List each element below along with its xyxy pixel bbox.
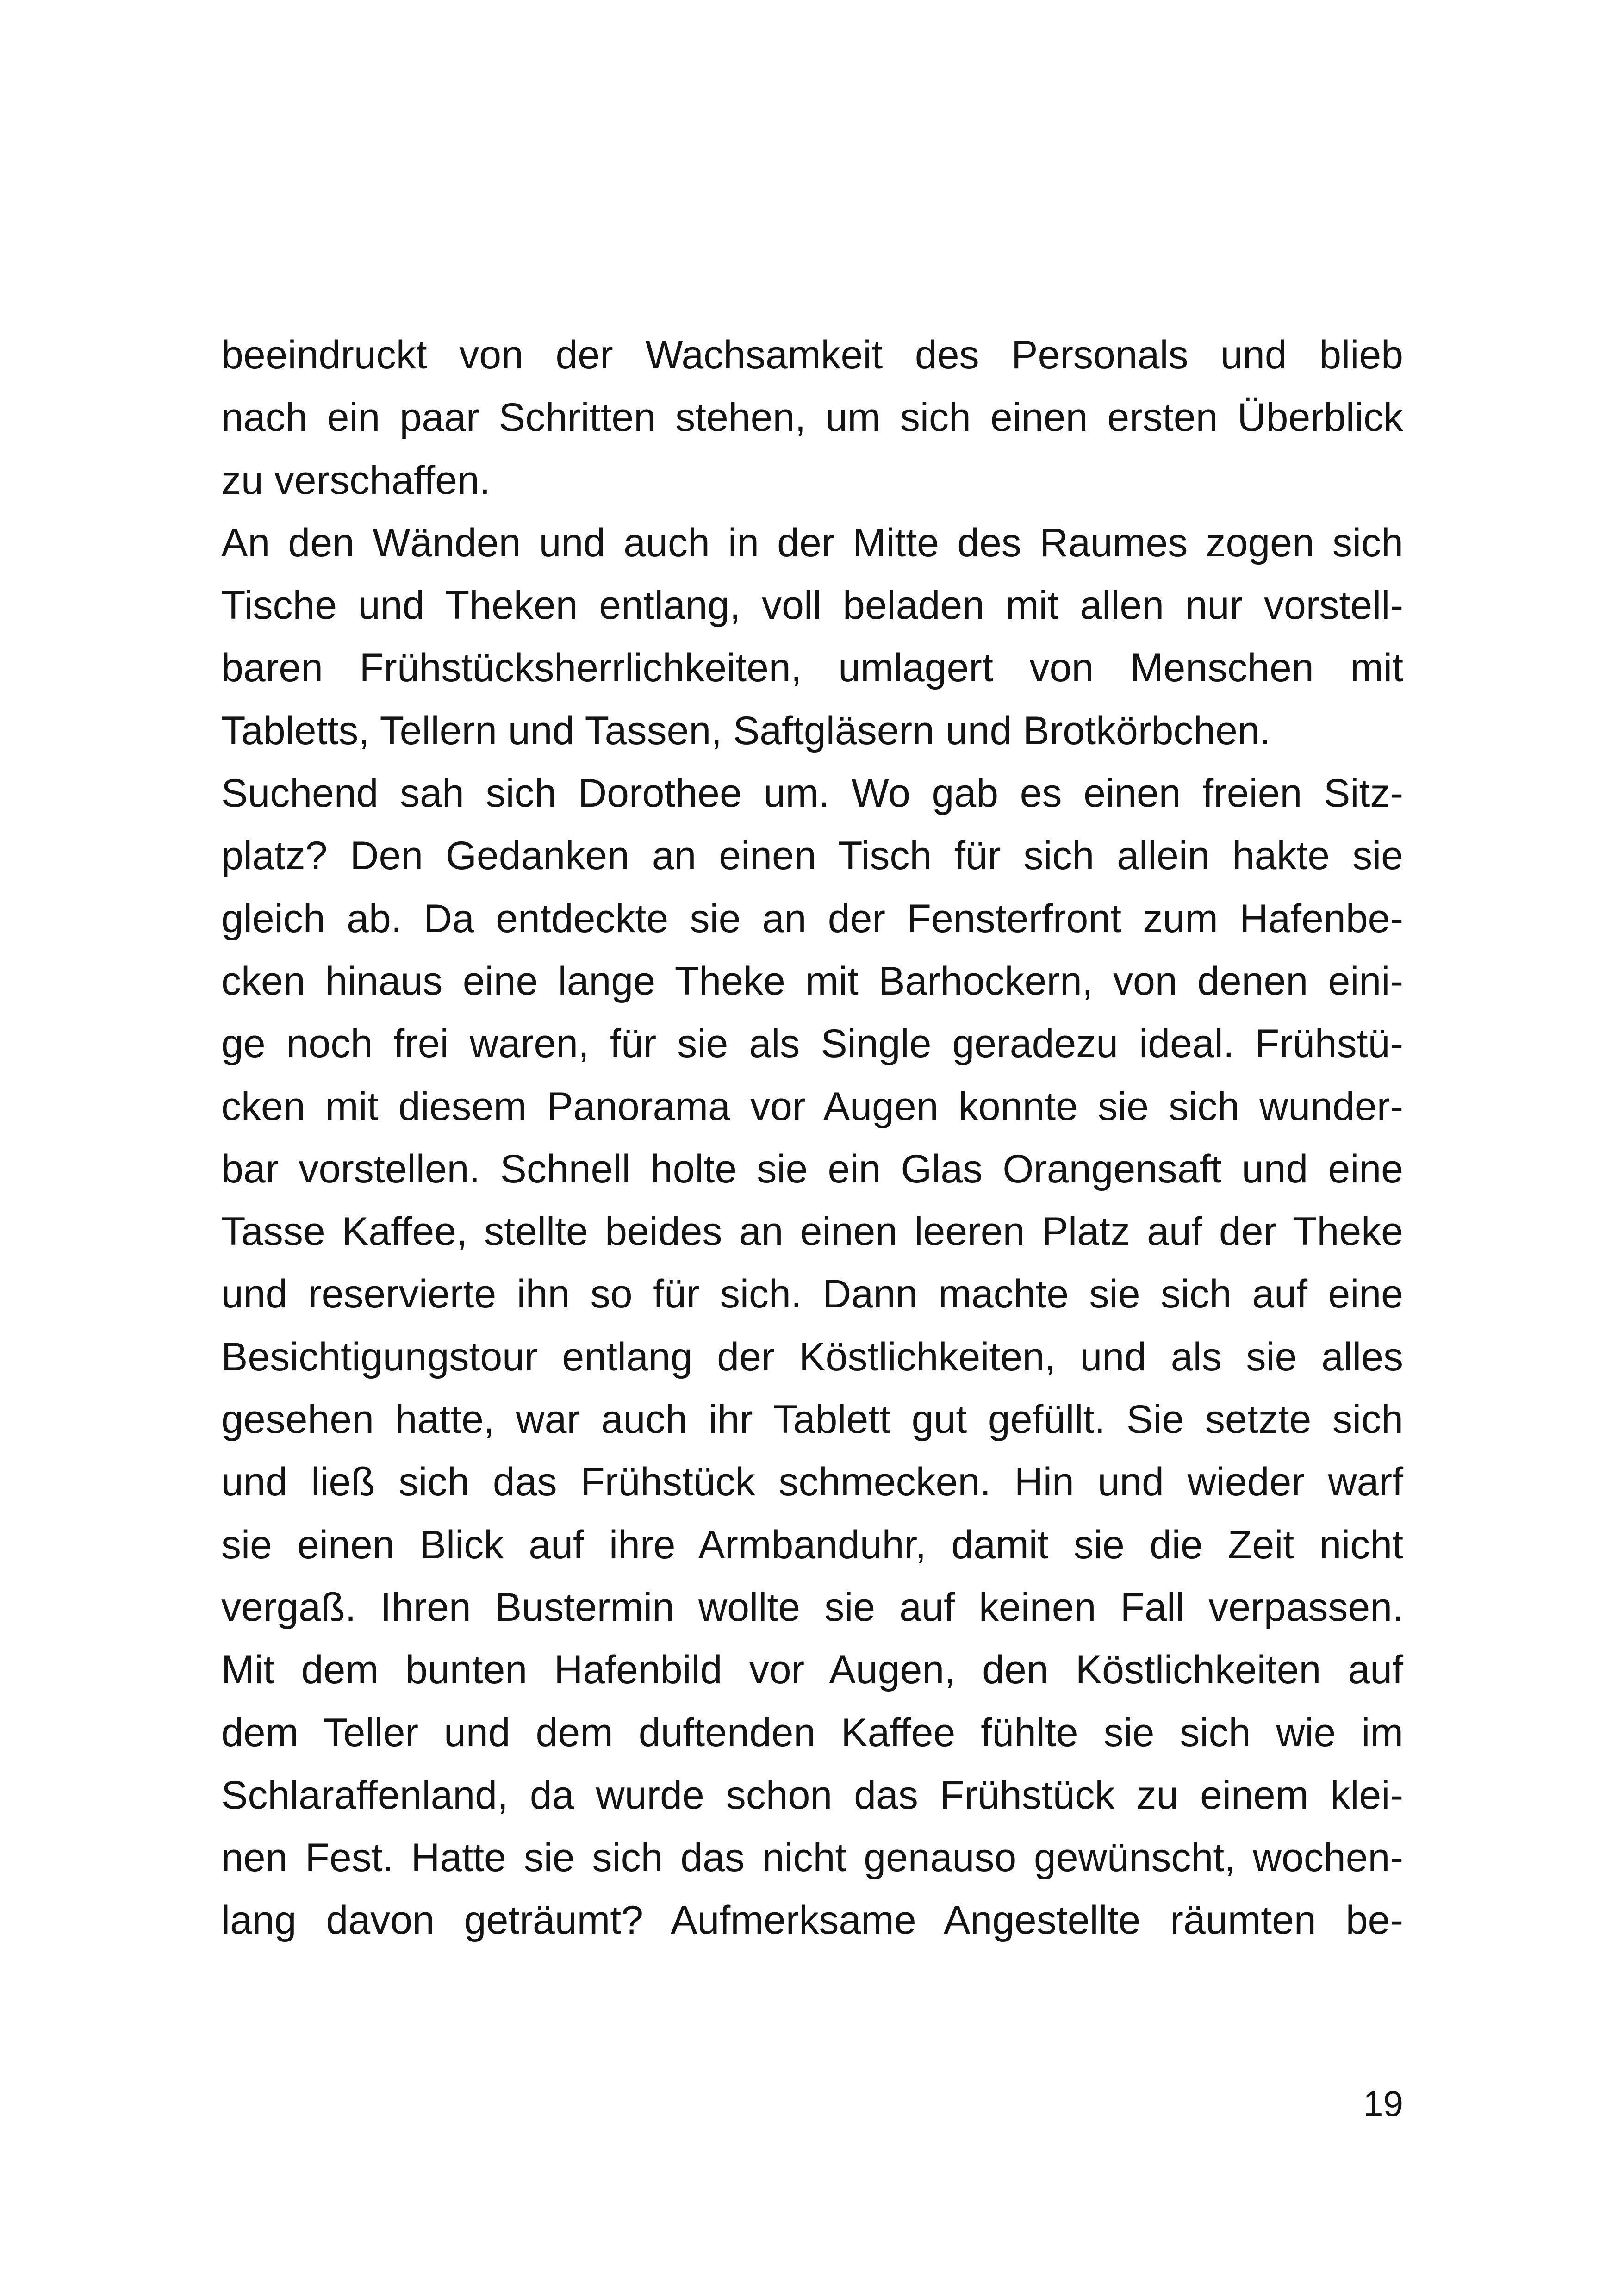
text-line: bar vorstellen. Schnell holte sie ein Glas Orangensaft und eine — [221, 1146, 1403, 1191]
text-line: nach ein paar Schritten stehen, um sich einen ersten Überblick — [221, 395, 1403, 440]
text-line: Mit dem bunten Hafenbild vor Augen, den Köstlichkeiten auf — [221, 1648, 1403, 1692]
text-line: sie einen Blick auf ihre Armbanduhr, damit sie die Zeit nicht — [221, 1522, 1403, 1567]
text-line: Tabletts, Tellern und Tassen, Saftgläsern und Brotkörbchen. — [221, 708, 1271, 753]
text-line: gleich ab. Da entdeckte sie an der Fensterfront zum Hafenbe- — [221, 896, 1403, 941]
text-line: und ließ sich das Frühstück schmecken. Hin und wieder warf — [221, 1460, 1403, 1505]
text-line: vergaß. Ihren Bustermin wollte sie auf keinen Fall verpassen. — [221, 1585, 1403, 1630]
text-line: An den Wänden und auch in der Mitte des Raumes zogen sich — [221, 520, 1403, 565]
text-line: Tische und Theken entlang, voll beladen mit allen nur vorstell- — [221, 583, 1403, 628]
text-line: cken hinaus eine lange Theke mit Barhockern, von denen eini- — [221, 958, 1403, 1003]
text-line: gesehen hatte, war auch ihr Tablett gut gefüllt. Sie setzte sich — [221, 1397, 1403, 1442]
text-line: cken mit diesem Panorama vor Augen konnte sie sich wunder- — [221, 1084, 1403, 1129]
text-line: Schlaraffenland, da wurde schon das Frühstück zu einem klei- — [221, 1773, 1403, 1817]
page-number: 19 — [1363, 2083, 1403, 2124]
body-text — [221, 324, 1403, 1952]
text-line: zu verschaffen. — [221, 458, 491, 503]
text-line: nen Fest. Hatte sie sich das nicht genauso gewünscht, wochen- — [221, 1836, 1403, 1880]
text-line: lang davon geträumt? Aufmerksame Angestellte räumten be- — [221, 1898, 1403, 1943]
text-line: platz? Den Gedanken an einen Tisch für sich allein hakte sie — [221, 834, 1403, 878]
text-line: dem Teller und dem duftenden Kaffee fühlte sie sich wie im — [221, 1710, 1403, 1755]
text-line: und reservierte ihn so für sich. Dann machte sie sich auf eine — [221, 1272, 1403, 1317]
text-line: baren Frühstücksherrlichkeiten, umlagert von Menschen mit — [221, 646, 1403, 691]
text-line: ge noch frei waren, für sie als Single geradezu ideal. Frühstü- — [221, 1021, 1403, 1066]
text-line: beeindruckt von der Wachsamkeit des Personals und blieb — [221, 333, 1403, 377]
text-line: Besichtigungstour entlang der Köstlichkeiten, und als sie alles — [221, 1334, 1403, 1379]
text-line: Tasse Kaffee, stellte beides an einen leeren Platz auf der Theke — [221, 1209, 1403, 1254]
text-line: Suchend sah sich Dorothee um. Wo gab es einen freien Sitz- — [221, 771, 1403, 816]
